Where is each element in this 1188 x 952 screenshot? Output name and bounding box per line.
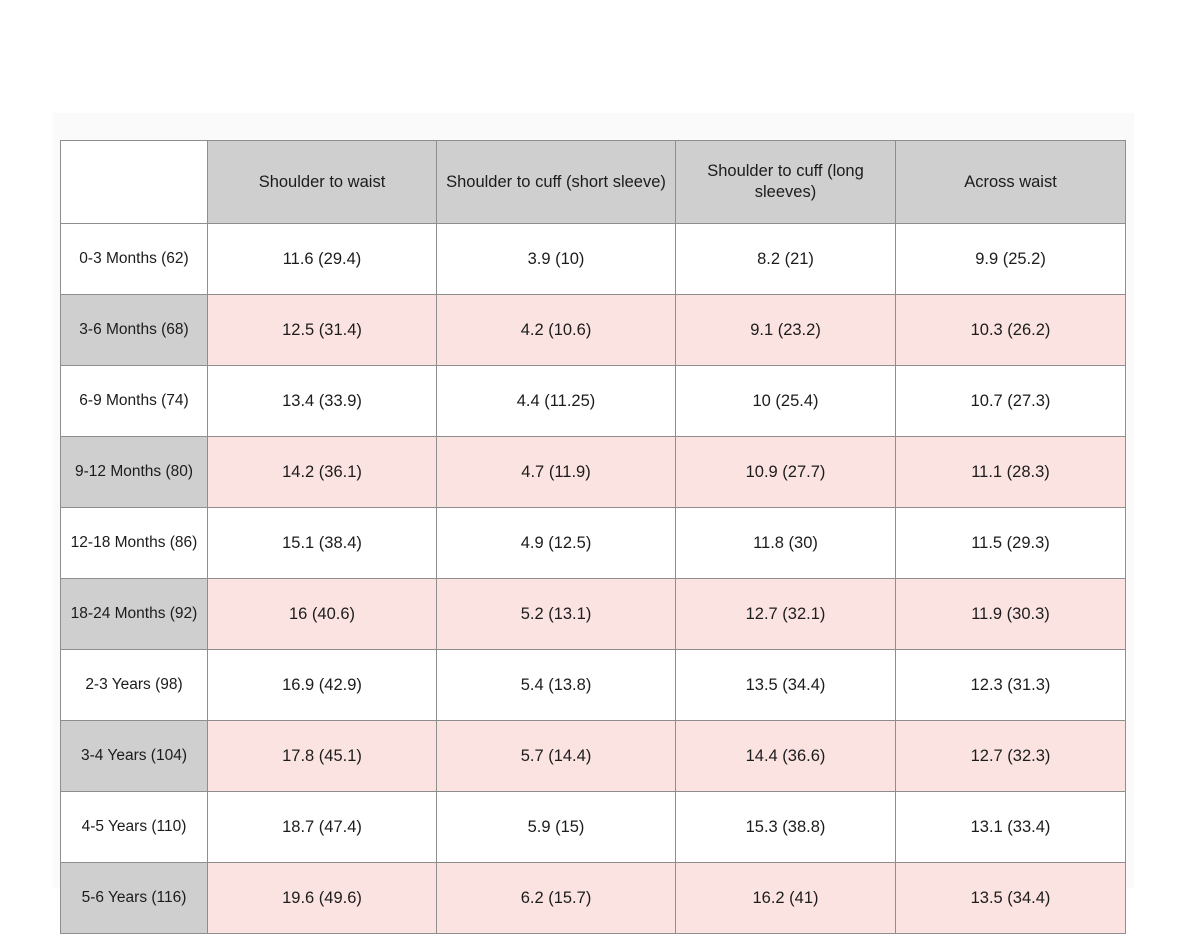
row-header-12-18-months: 12-18 Months (86) <box>61 508 208 579</box>
table-cell: 4.9 (12.5) <box>437 508 676 579</box>
table-cell: 9.1 (23.2) <box>676 295 896 366</box>
table-cell: 10.7 (27.3) <box>896 366 1126 437</box>
table-cell: 17.8 (45.1) <box>208 721 437 792</box>
table-cell: 16 (40.6) <box>208 579 437 650</box>
table-cell: 18.7 (47.4) <box>208 792 437 863</box>
table-row <box>61 366 1126 437</box>
table-cell: 11.5 (29.3) <box>896 508 1126 579</box>
column-header-across-waist: Across waist <box>896 141 1126 224</box>
row-header-6-9-months: 6-9 Months (74) <box>61 366 208 437</box>
row-header-2-3-years: 2-3 Years (98) <box>61 650 208 721</box>
table-cell: 12.3 (31.3) <box>896 650 1126 721</box>
table-body <box>61 224 1126 934</box>
table-row <box>61 721 1126 792</box>
table-cell: 10 (25.4) <box>676 366 896 437</box>
table-cell: 3.9 (10) <box>437 224 676 295</box>
table-cell: 14.2 (36.1) <box>208 437 437 508</box>
row-header-3-6-months: 3-6 Months (68) <box>61 295 208 366</box>
table-cell: 8.2 (21) <box>676 224 896 295</box>
table-cell: 4.7 (11.9) <box>437 437 676 508</box>
column-header-shoulder-to-cuff-long: Shoulder to cuff (long sleeves) <box>676 141 896 224</box>
table-cell: 13.4 (33.9) <box>208 366 437 437</box>
table-cell: 5.2 (13.1) <box>437 579 676 650</box>
table-cell: 12.7 (32.1) <box>676 579 896 650</box>
table-cell: 11.1 (28.3) <box>896 437 1126 508</box>
table-cell: 11.8 (30) <box>676 508 896 579</box>
column-header-shoulder-to-cuff-short: Shoulder to cuff (short sleeve) <box>437 141 676 224</box>
table-cell: 13.5 (34.4) <box>676 650 896 721</box>
table-cell: 6.2 (15.7) <box>437 863 676 934</box>
table-cell: 12.5 (31.4) <box>208 295 437 366</box>
table-cell: 14.4 (36.6) <box>676 721 896 792</box>
table-row <box>61 295 1126 366</box>
row-header-4-5-years: 4-5 Years (110) <box>61 792 208 863</box>
table-cell: 13.5 (34.4) <box>896 863 1126 934</box>
table-cell: 16.2 (41) <box>676 863 896 934</box>
table-row <box>61 224 1126 295</box>
table-row <box>61 437 1126 508</box>
table-row <box>61 792 1126 863</box>
table-cell: 13.1 (33.4) <box>896 792 1126 863</box>
table-row <box>61 650 1126 721</box>
table-cell: 11.6 (29.4) <box>208 224 437 295</box>
row-header-0-3-months: 0-3 Months (62) <box>61 224 208 295</box>
table-header-row <box>61 141 1126 224</box>
table-cell: 4.2 (10.6) <box>437 295 676 366</box>
table-cell: 10.3 (26.2) <box>896 295 1126 366</box>
size-chart-table <box>60 140 1126 934</box>
size-chart-container <box>60 140 1126 934</box>
row-header-5-6-years: 5-6 Years (116) <box>61 863 208 934</box>
table-cell: 5.4 (13.8) <box>437 650 676 721</box>
table-row <box>61 863 1126 934</box>
table-cell: 4.4 (11.25) <box>437 366 676 437</box>
table-cell: 9.9 (25.2) <box>896 224 1126 295</box>
table-row <box>61 508 1126 579</box>
row-header-3-4-years: 3-4 Years (104) <box>61 721 208 792</box>
row-header-9-12-months: 9-12 Months (80) <box>61 437 208 508</box>
table-cell: 5.9 (15) <box>437 792 676 863</box>
table-cell: 12.7 (32.3) <box>896 721 1126 792</box>
table-cell: 11.9 (30.3) <box>896 579 1126 650</box>
table-corner-cell <box>61 141 208 224</box>
table-cell: 5.7 (14.4) <box>437 721 676 792</box>
table-cell: 15.1 (38.4) <box>208 508 437 579</box>
table-cell: 15.3 (38.8) <box>676 792 896 863</box>
column-header-shoulder-to-waist: Shoulder to waist <box>208 141 437 224</box>
table-header <box>61 141 1126 224</box>
table-cell: 10.9 (27.7) <box>676 437 896 508</box>
table-cell: 16.9 (42.9) <box>208 650 437 721</box>
row-header-18-24-months: 18-24 Months (92) <box>61 579 208 650</box>
table-row <box>61 579 1126 650</box>
table-cell: 19.6 (49.6) <box>208 863 437 934</box>
